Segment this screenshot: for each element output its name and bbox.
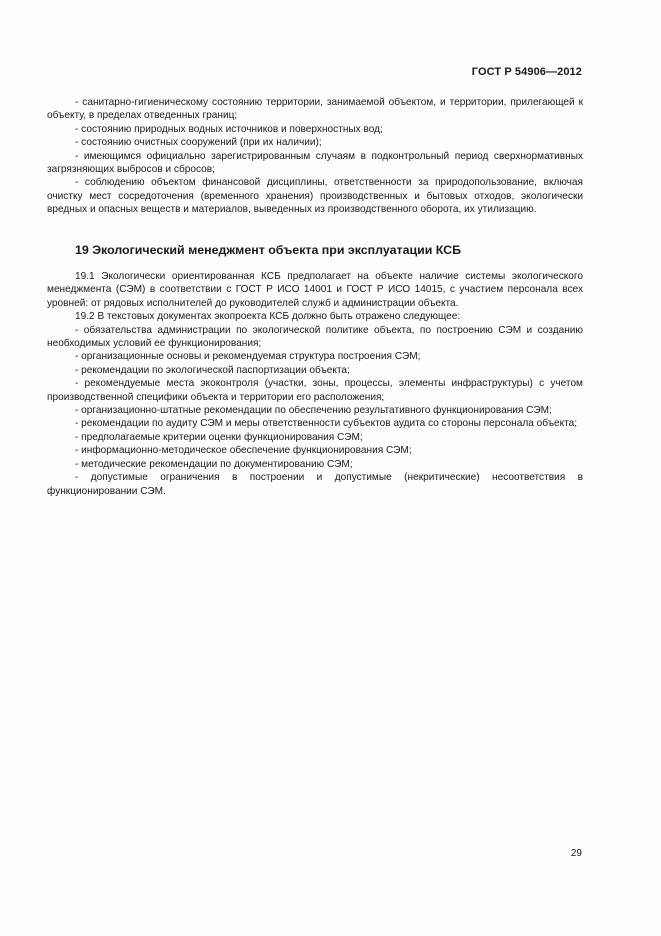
list-item: - организационно-штатные рекомендации по обеспечению результативного функционирования СЭМ; [75,405,552,417]
section-19-heading: 19 Экологический менеджмент объекта при эксплуатации КСБ [75,243,462,257]
list-item: - обязательства администрации по экологической политике объекта, по построению СЭМ и созданию необходимых условий ее функционирования; [47,324,583,350]
document-id: ГОСТ Р 54906—2012 [471,66,582,78]
list-item: - допустимые ограничения в построении и допустимые (некритические) несоответствия в функционировании СЭМ. [47,472,583,497]
section-19-body [47,270,583,498]
list-item: - предполагаемые критерии оценки функционирования СЭМ; [75,431,363,443]
list-item: - рекомендуемые места экоконтроля (участки, зоны, процессы, элементы инфраструктуры) с учетом производственной специфики объекта и территории его расположения; [47,378,583,403]
page-number: 29 [570,848,582,859]
list-item: - методические рекомендации по документированию СЭМ; [75,458,353,470]
list-item: - состоянию природных водных источников и поверхностных вод; [75,123,383,135]
list-item: - организационные основы и рекомендуемая структура построения СЭМ; [75,351,421,363]
list-item: - информационно-методическое обеспечение функционирования СЭМ; [75,445,412,457]
paragraph-19-1: 19.1 Экологически ориентированная КСБ предполагает на объекте наличие системы экологического менеджмента (СЭМ) в соответствии с ГОСТ Р ИСО 14001 и ГОСТ Р ИСО 14015, с участием персонала всех уровней: от рядовых исполнителей до руководителей служб и администрации объекта. [47,271,583,309]
paragraph-19-2: 19.2 В текстовых документах экопроекта КСБ должно быть отражено следующее: [75,311,461,323]
list-item: - рекомендации по аудиту СЭМ и меры ответственности субъектов аудита со стороны персонала объекта; [75,418,578,430]
list-item: - имеющимся официально зарегистрированным случаям в подконтрольный период сверхнормативных загрязняющих выбросов и сбросов; [47,150,583,176]
list-item: - состоянию очистных сооружений (при их наличии); [75,137,322,149]
section-18-continuation [47,96,583,217]
list-item: - соблюдению объектом финансовой дисциплины, ответственности за природопользование, включая очистку мест сосредоточения (временного хранения) производственных и бытовых отходов, экологически вредных и опасных веществ и материалов, выведенных из производственного оборота, их утилизацию. [47,177,583,216]
list-item: - санитарно-гигиеническому состоянию территории, занимаемой объектом, и территории, прилегающей к объекту, в пределах отведенных границ; [47,97,583,122]
list-item: - рекомендации по экологической паспортизации объекта; [75,364,350,376]
